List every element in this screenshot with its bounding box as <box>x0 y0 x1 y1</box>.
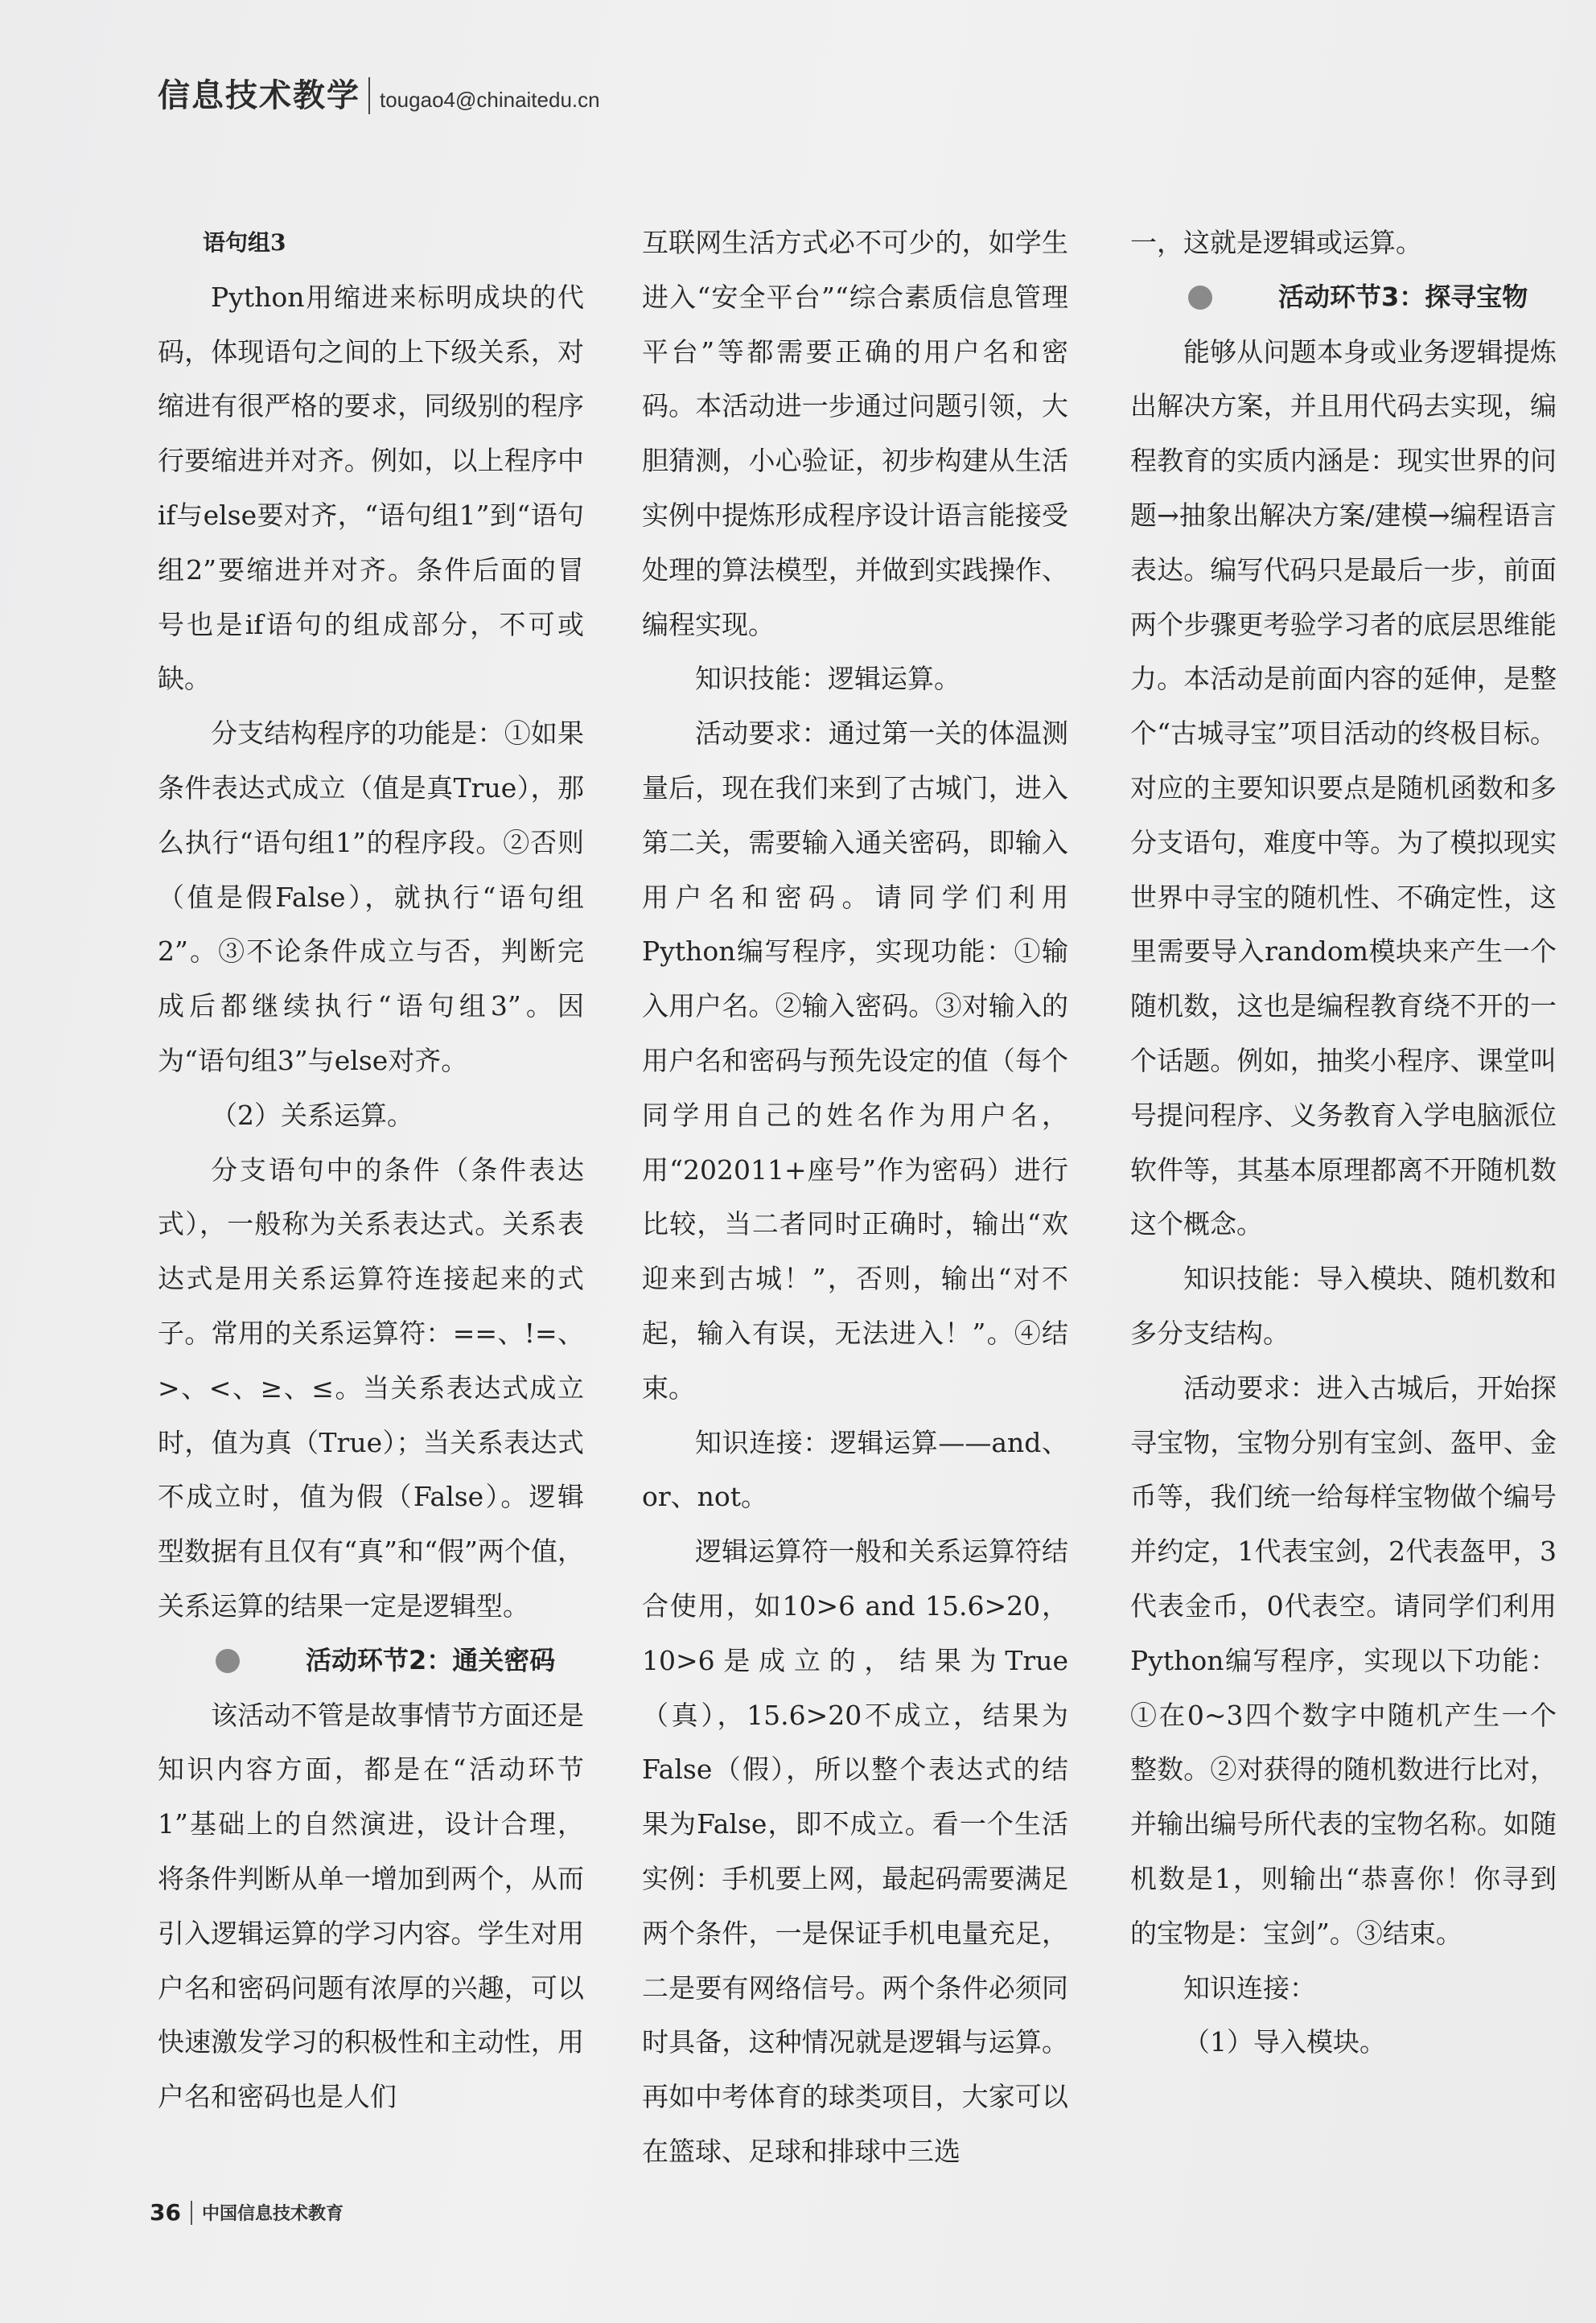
column-middle <box>642 216 1068 2179</box>
journal-column-title: 信息技术教学 <box>158 77 360 114</box>
column-left <box>158 216 584 2124</box>
subheading-relational-operation: （2）关系运算。 <box>211 1099 413 1131</box>
footer-divider <box>191 2201 192 2225</box>
paragraph-continued: 一，这就是逻辑或运算。 <box>1130 227 1422 258</box>
page-header <box>158 68 600 116</box>
paragraph-logic-operators: 逻辑运算符一般和关系运算符结合使用，如10>6 and 15.6>20，10>6是成立的，结果为True（真），15.6>20不成立，结果为False（假），所以整个表达式的结果为False，即不成立。看一个生活实例：手机要上网，最起码需要满足两个条件，一是保证手机电量充足，二是要有网络信号。两个条件必须同时具备，这种情况就是逻辑与运算。再如中考体育的球类项目，大家可以在篮球、足球和排球中三选 <box>642 1536 1068 2167</box>
subheading-import-module: （1）导入模块。 <box>1183 2026 1386 2058</box>
paragraph-continued: 互联网生活方式必不可少的，如学生进入“安全平台”“综合素质信息管理平台”等都需要正确的用户名和密码。本活动进一步通过问题引领，大胆猜测，小心验证，初步构建从生活实例中提炼形成程序设计语言能接受处理的算法模型，并做到实践操作、编程实现。 <box>642 227 1068 640</box>
paragraph-knowledge-link: 知识连接： <box>1183 1971 1316 2004</box>
paragraph-branch-function: 分支结构程序的功能是：①如果条件表达式成立（值是真True），那么执行“语句组1”的程序段。②否则（值是假False），就执行“语句组2”。③不论条件成立与否，判断完成后都继续执行“语句组3”。因为“语句组3”与else对齐。 <box>158 717 584 1076</box>
bullet-dot-icon <box>216 1649 240 1673</box>
submission-email: tougao4@chinaitedu.cn <box>380 88 600 112</box>
header-divider <box>368 77 370 114</box>
code-label-statement-group-3: 语句组3 <box>203 229 286 256</box>
bullet-dot-icon <box>1188 286 1212 310</box>
paragraph-activity-2-intro: 该活动不管是故事情节方面还是知识内容方面，都是在“活动环节1”基础上的自然演进，设计合理，将条件判断从单一增加到两个，从而引入逻辑运算的学习内容。学生对用户名和密码问题有浓厚的兴趣，可以快速激发学习的积极性和主动性，用户名和密码也是人们 <box>158 1699 584 2113</box>
journal-name: 中国信息技术教育 <box>201 2204 343 2224</box>
paragraph-relational-expression: 分支语句中的条件（条件表达式），一般称为关系表达式。关系表达式是用关系运算符连接起来的式子。常用的关系运算符：==、!=、>、<、≥、≤。当关系表达式成立时，值为真（True）；当关系表达式不成立时，值为假（False）。逻辑型数据有且仅有“真”和“假”两个值，关系运算的结果一定是逻辑型。 <box>158 1153 584 1622</box>
page-footer <box>150 2199 343 2226</box>
paragraph-activity-requirement: 活动要求：进入古城后，开始探寻宝物，宝物分别有宝剑、盔甲、金币等，我们统一给每样宝物做个编号并约定，1代表宝剑，2代表盔甲，3代表金币，0代表空。请同学们利用Python编写程序，实现以下功能：①在0~3四个数字中随机产生一个整数。②对获得的随机数进行比对，并输出编号所代表的宝物名称。如随机数是1，则输出“恭喜你！你寻到的宝物是：宝剑”。③结束。 <box>1130 1371 1557 1949</box>
section-heading-text: 活动环节2：通关密码 <box>306 1644 556 1675</box>
paragraph-knowledge-skill: 知识技能：导入模块、随机数和多分支结构。 <box>1130 1263 1557 1349</box>
section-heading-text: 活动环节3：探寻宝物 <box>1278 281 1528 312</box>
paragraph-activity-3-intro: 能够从问题本身或业务逻辑提炼出解决方案，并且用代码去实现，编程教育的实质内涵是：现实世界的问题→抽象出解决方案/建模→编程语言表达。编写代码只是最后一步，前面两个步骤更考验学习者的底层思维能力。本活动是前面内容的延伸，是整个“古城寻宝”项目活动的终极目标。对应的主要知识要点是随机函数和多分支语句，难度中等。为了模拟现实世界中寻宝的随机性、不确定性，这里需要导入random模块来产生一个随机数，这也是编程教育绕不开的一个话题。例如，抽奖小程序、课堂叫号提问程序、义务教育入学电脑派位软件等，其基本原理都离不开随机数这个概念。 <box>1130 335 1557 1240</box>
page-number: 36 <box>150 2199 181 2226</box>
paragraph-activity-requirement: 活动要求：通过第一关的体温测量后，现在我们来到了古城门，进入第二关，需要输入通关密码，即输入用户名和密码。请同学们利用Python编写程序，实现功能：①输入用户名。②输入密码。③对输入的用户名和密码与预先设定的值（每个同学用自己的姓名作为用户名，用“202011+座号”作为密码）进行比较，当二者同时正确时，输出“欢迎来到古城！”，否则，输出“对不起，输入有误，无法进入！”。④结束。 <box>642 717 1068 1404</box>
paragraph-indentation: Python用缩进来标明成块的代码，体现语句之间的上下级关系，对缩进有很严格的要求，同级别的程序行要缩进并对齐。例如，以上程序中if与else要对齐，“语句组1”到“语句组2”要缩进并对齐。条件后面的冒号也是if语句的组成部分，不可或缺。 <box>158 281 584 695</box>
section-heading-activity-3 <box>1130 270 1557 325</box>
column-right <box>1130 216 1557 2070</box>
paragraph-knowledge-link: 知识连接：逻辑运算——and、or、not。 <box>642 1426 1068 1513</box>
paragraph-knowledge-skill: 知识技能：逻辑运算。 <box>695 663 960 695</box>
section-heading-activity-2 <box>158 1634 584 1688</box>
